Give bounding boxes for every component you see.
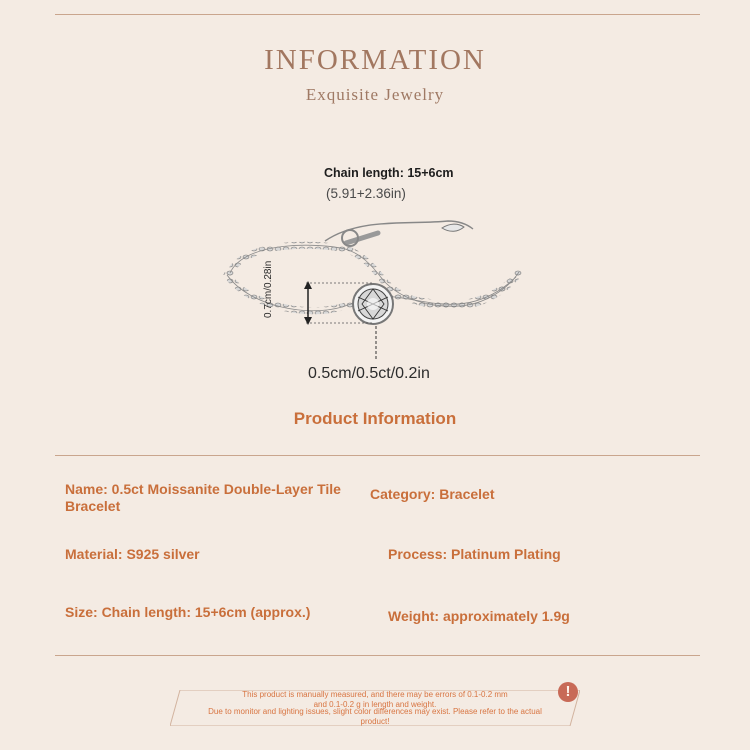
product-info-top-divider (55, 455, 700, 456)
page-subtitle: Exquisite Jewelry (305, 85, 445, 104)
notice-line-4: product! (360, 717, 390, 726)
chain-length-inches: (5.91+2.36in) (326, 186, 406, 201)
notice-line-3: Due to monitor and lighting issues, slight color differences may exist. Please refer to the actual (208, 707, 542, 716)
stone-size-label: 0.5cm/0.5ct/0.2in (308, 365, 430, 382)
notice-line-1: This product is manually measured, and there may be errors of 0.1-0.2 mm (242, 690, 508, 699)
product-material-info: Material: S925 silver (65, 546, 200, 562)
notice-line-2: and 0.1-0.2 g in length and weight. (313, 700, 437, 709)
product-size-info: Size: Chain length: 15+6cm (approx.) (65, 604, 311, 620)
bracelet-product-icon (210, 205, 530, 365)
top-divider (55, 14, 700, 15)
product-info-bottom-divider (55, 655, 700, 656)
page-title: INFORMATION (264, 44, 486, 76)
product-information-title: Product Information (293, 409, 457, 428)
product-category-info: Category: Bracelet (370, 486, 495, 502)
stone-height-measurement: 0.7cm/0.28in (263, 260, 274, 318)
product-weight-info: Weight: approximately 1.9g (388, 608, 570, 624)
product-name-info: Name: 0.5ct Moissanite Double-Layer Tile Bracelet (65, 481, 341, 514)
measurement-notice (170, 690, 580, 726)
chain-length-label: Chain length: 15+6cm (324, 166, 454, 180)
product-process-info: Process: Platinum Plating (388, 546, 561, 562)
warning-icon: ! (558, 682, 578, 702)
